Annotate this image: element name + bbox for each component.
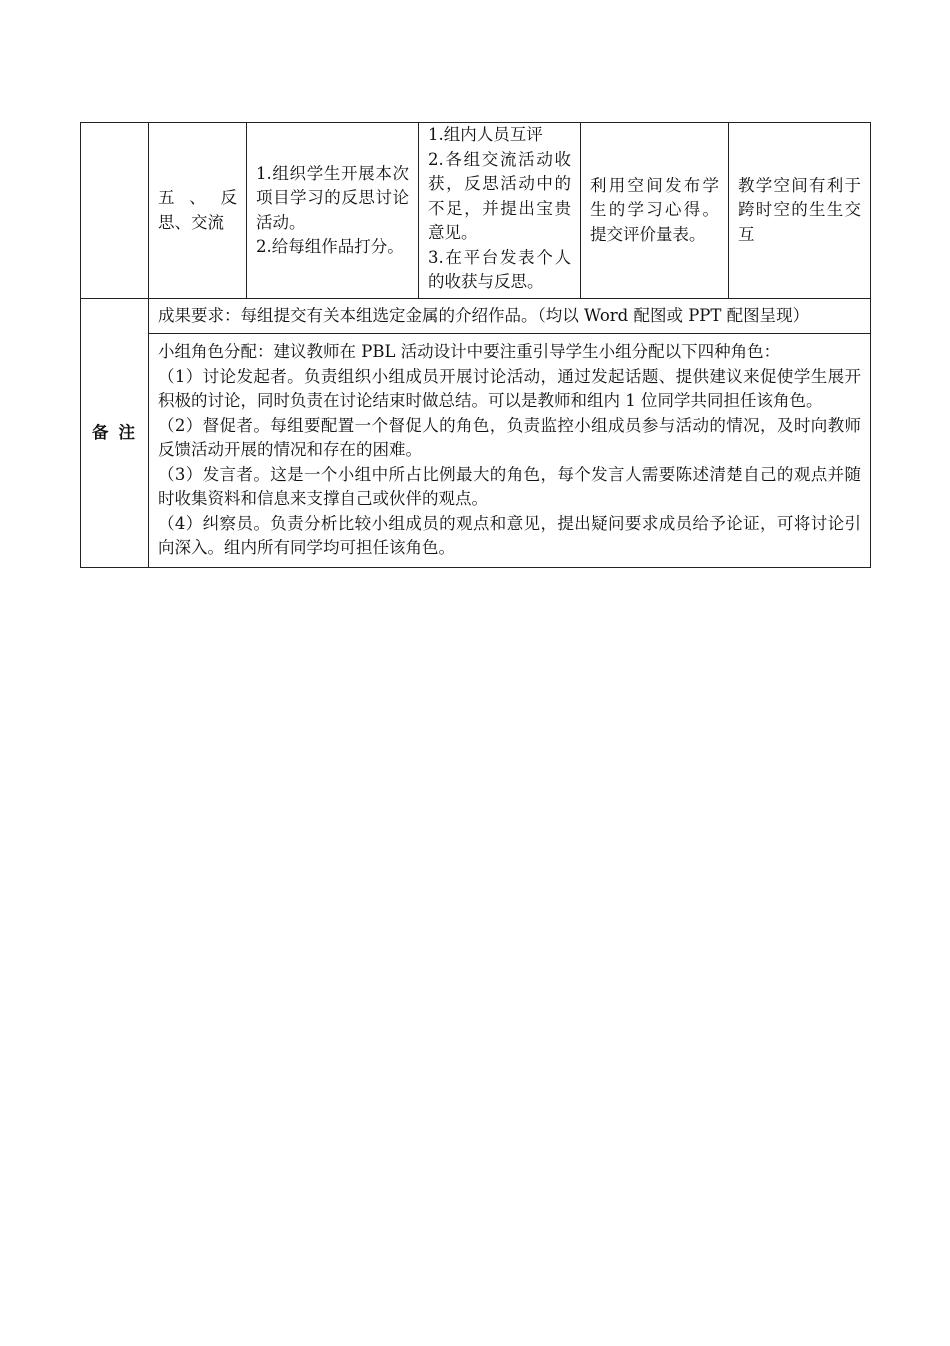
stage-row-blank-cell <box>81 123 149 299</box>
role-item: （1）讨论发起者。负责组织小组成员开展讨论活动，通过发起话题、提供建议来促使学生展开积极的讨论，同时负责在讨论结束时做总结。可以是教师和组内 1 位同学共同担任该角色。 <box>158 366 861 410</box>
student-activity-line: 3.在平台发表个人的收获与反思。 <box>428 247 571 291</box>
student-activity-line: 1.组内人员互评 <box>428 125 543 144</box>
notes-label: 备注 <box>92 422 145 442</box>
requirement-row <box>81 299 871 334</box>
design-purpose-text: 教学空间有利于跨时空的生生交互 <box>738 175 861 244</box>
role-item: （2）督促者。每组要配置一个督促人的角色，负责监控小组成员参与活动的情况，及时向教师反馈活动开展的情况和存在的困难。 <box>158 415 861 459</box>
requirement-cell <box>149 299 871 334</box>
requirement-text: 成果要求：每组提交有关本组选定金属的介绍作品。（均以 Word 配图或 PPT 配图呈现） <box>158 305 810 325</box>
stage-name: 五、反思、交流 <box>158 188 237 232</box>
roles-cell <box>149 334 871 568</box>
student-activity-line: 2.各组交流活动收获，反思活动中的不足，并提出宝贵意见。 <box>428 149 571 242</box>
lesson-plan-table <box>80 122 871 568</box>
teacher-activity-line: 2.给每组作品打分。 <box>256 237 404 256</box>
role-item: （4）纠察员。负责分析比较小组成员的观点和意见，提出疑问要求成员给予论证，可将讨论引向深入。组内所有同学均可担任该角色。 <box>158 513 861 557</box>
teacher-activity-line: 1.组织学生开展本次项目学习的反思讨论活动。 <box>256 163 409 232</box>
roles-intro: 小组角色分配：建议教师在 PBL 活动设计中要注重引导学生小组分配以下四种角色： <box>158 342 781 361</box>
stage-name-cell <box>149 123 247 299</box>
roles-row <box>81 334 871 568</box>
student-activity-cell <box>419 123 581 299</box>
tech-use-text: 利用空间发布学生的学习心得。提交评价量表。 <box>590 175 719 244</box>
design-purpose-cell <box>729 123 871 299</box>
notes-label-cell <box>81 299 149 568</box>
role-item: （3）发言者。这是一个小组中所占比例最大的角色，每个发言人需要陈述清楚自己的观点并随时收集资料和信息来支撑自己或伙伴的观点。 <box>158 464 861 508</box>
stage-row <box>81 123 871 299</box>
teacher-activity-cell <box>247 123 419 299</box>
tech-use-cell <box>581 123 729 299</box>
